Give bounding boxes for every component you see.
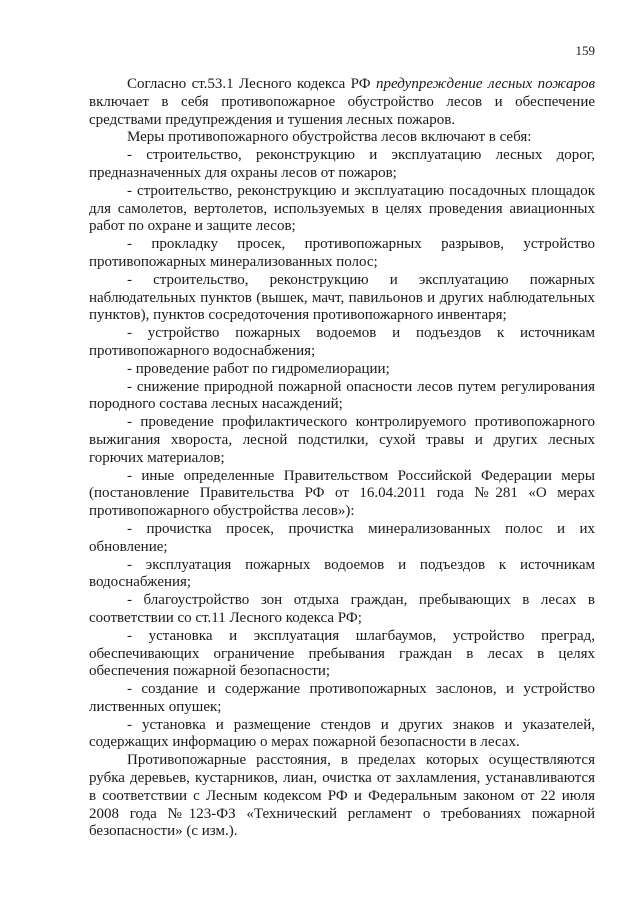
- list-item: - эксплуатация пожарных водоемов и подъездов к источникам водоснабжения;: [89, 556, 595, 591]
- list-item: - установка и размещение стендов и других знаков и указателей, содержащих информацию о мерах пожарной безопасности в лесах.: [89, 716, 595, 751]
- list-item: - проведение профилактического контролируемого противопожарного выжигания хвороста, лесной подстилки, сухой травы и других лесных горючих материалов;: [89, 414, 595, 466]
- measures-title: Меры противопожарного обустройства лесов включают в себя:: [127, 129, 532, 146]
- body-text: [89, 76, 595, 841]
- list-item: - благоустройство зон отдыха граждан, пребывающих в лесах в соответствии со ст.11 Лесного кодекса РФ;: [89, 592, 595, 626]
- list-item: - проведение работ по гидромелиорации;: [127, 360, 390, 377]
- list-item: - строительство, реконструкцию и эксплуатацию посадочных площадок для самолетов, вертолетов, используемых в целях проведения авиационных работ по охране и защите лесов;: [89, 182, 595, 235]
- list-item: - создание и содержание противопожарных заслонов, и устройство лиственных опушек;: [89, 681, 595, 715]
- list-item: - устройство пожарных водоемов и подъездов к источникам противопожарного водоснабжения;: [89, 325, 595, 359]
- list-item: - прочистка просек, прочистка минерализованных полос и их обновление;: [89, 520, 595, 555]
- list-item: - иные определенные Правительством Российской Федерации меры (постановление Правительства РФ от 16.04.2011 года №281 «О мерах противопожарного обустройства лесов»):: [89, 467, 595, 520]
- list-item: - строительство, реконструкцию и эксплуатацию лесных дорог, предназначенных для охраны лесов от пожаров;: [89, 147, 595, 181]
- intro-paragraph: [89, 76, 595, 129]
- list-item: - прокладку просек, противопожарных разрывов, устройство противопожарных минерализованных полос;: [89, 236, 595, 270]
- intro-text-start: Согласно ст.53.1 Лесного кодекса РФ: [127, 76, 376, 92]
- closing-paragraph: Противопожарные расстояния, в пределах которых осуществляются рубка деревьев, кустарников, лиан, очистка от захламления, устанавливаются в соответствии с Лесным кодексом РФ и Федеральным законом от 22 июля 2008 года №123-ФЗ «Технический регламент о требованиях пожарной безопасности» (с изм.).: [89, 752, 595, 840]
- intro-text-end: включает в себя противопожарное обустройство лесов и обеспечение средствами предупреждения и тушения лесных пожаров.: [89, 93, 595, 128]
- page-number: 159: [575, 43, 595, 58]
- list-item: - снижение природной пожарной опасности лесов путем регулирования породного состава лесных насаждений;: [89, 378, 595, 413]
- list-item: - установка и эксплуатация шлагбаумов, устройство преград, обеспечивающих ограничение пребывания граждан в лесах в целях обеспечения пожарной безопасности;: [89, 627, 595, 680]
- list-item: - строительство, реконструкцию и эксплуатацию пожарных наблюдательных пунктов (вышек, мачт, павильонов и других наблюдательных пунктов), пунктов сосредоточения противопожарного инвентаря;: [89, 271, 595, 324]
- intro-emphasis: предупреждение лесных пожаров: [375, 76, 596, 92]
